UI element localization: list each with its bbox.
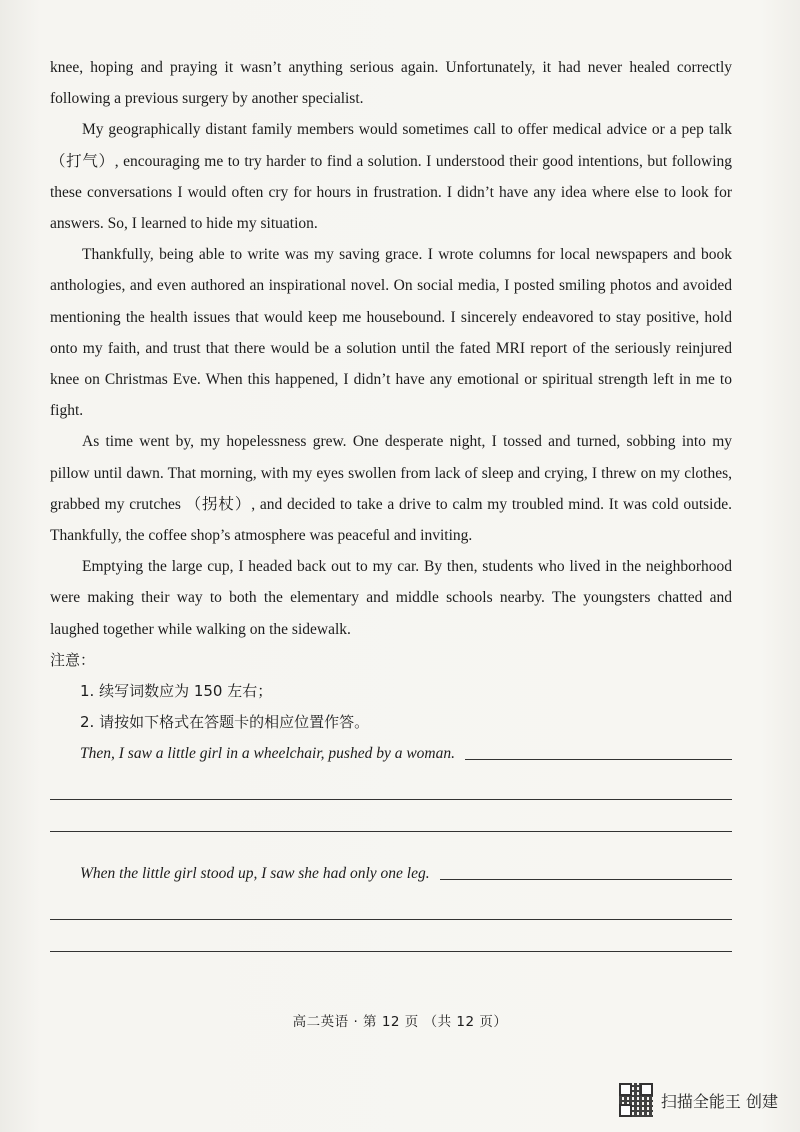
paragraph-5: Emptying the large cup, I headed back out to my car. By then, students who lived in the neighborhood were making their way to both the elementary and middle schools nearby. The youngsters chatted and laughed together while walking on the sidewalk. (50, 558, 732, 638)
paragraph-1: knee, hoping and praying it wasn’t anything serious again. Unfortunately, it had never healed correctly following a previous surgery by another specialist. (50, 59, 732, 108)
prompt-text-2: When the little girl stood up, I saw she had only one leg. (80, 864, 430, 882)
prompt-line-2 (80, 858, 732, 889)
watermark-text: 扫描全能王 创建 (660, 1091, 778, 1111)
paragraph-2: My geographically distant family members would sometimes call to offer medical advice or a pep talk （打气）, encouraging me to try harder to find a solution. I understood their good intentions, but following these conversations I would often cry for hours in frustration. I didn’t have any idea where else to look for answers. So, I learned to hide my situation. (50, 121, 732, 233)
passage-body (50, 52, 732, 952)
prompt-line-1 (80, 738, 732, 769)
scanner-watermark (619, 1083, 778, 1117)
prompt-text-1: Then, I saw a little girl in a wheelchair, pushed by a woman. (80, 744, 455, 762)
answer-line[interactable] (50, 919, 732, 920)
paragraph-4: As time went by, my hopelessness grew. One desperate night, I tossed and turned, sobbing into my pillow until dawn. That morning, with my eyes swollen from lack of sleep and crying, I threw on my clothes, grabbed my crutches （拐杖）, and decided to take a drive to calm my troubled mind. It was cold outside. Thankfully, the coffee shop’s atmosphere was peaceful and inviting. (50, 433, 732, 545)
answer-blank-2[interactable] (440, 878, 732, 880)
page-footer: 高二英语 · 第 12 页 （共 12 页） (292, 1014, 508, 1030)
note-item-format: 2. 请按如下格式在答题卡的相应位置作答。 (80, 712, 370, 731)
answer-line[interactable] (50, 951, 732, 952)
notes-title: 注意： (50, 650, 96, 669)
answer-blank-1[interactable] (465, 758, 732, 760)
qr-code-icon (619, 1083, 653, 1117)
answer-line[interactable] (50, 799, 732, 800)
note-item-word-count: 1. 续写词数应为 150 左右； (80, 681, 273, 700)
paragraph-3: Thankfully, being able to write was my saving grace. I wrote columns for local newspapers and book anthologies, and even authored an inspirational novel. On social media, I posted smiling photos and avoided mentioning the health issues that would keep me housebound. I sincerely endeavored to stay positive, hold onto my faith, and trust that there would be a solution until the fated MRI report of the seriously reinjured knee on Christmas Eve. When this happened, I didn’t have any emotional or spiritual strength left in me to fight. (50, 246, 732, 420)
